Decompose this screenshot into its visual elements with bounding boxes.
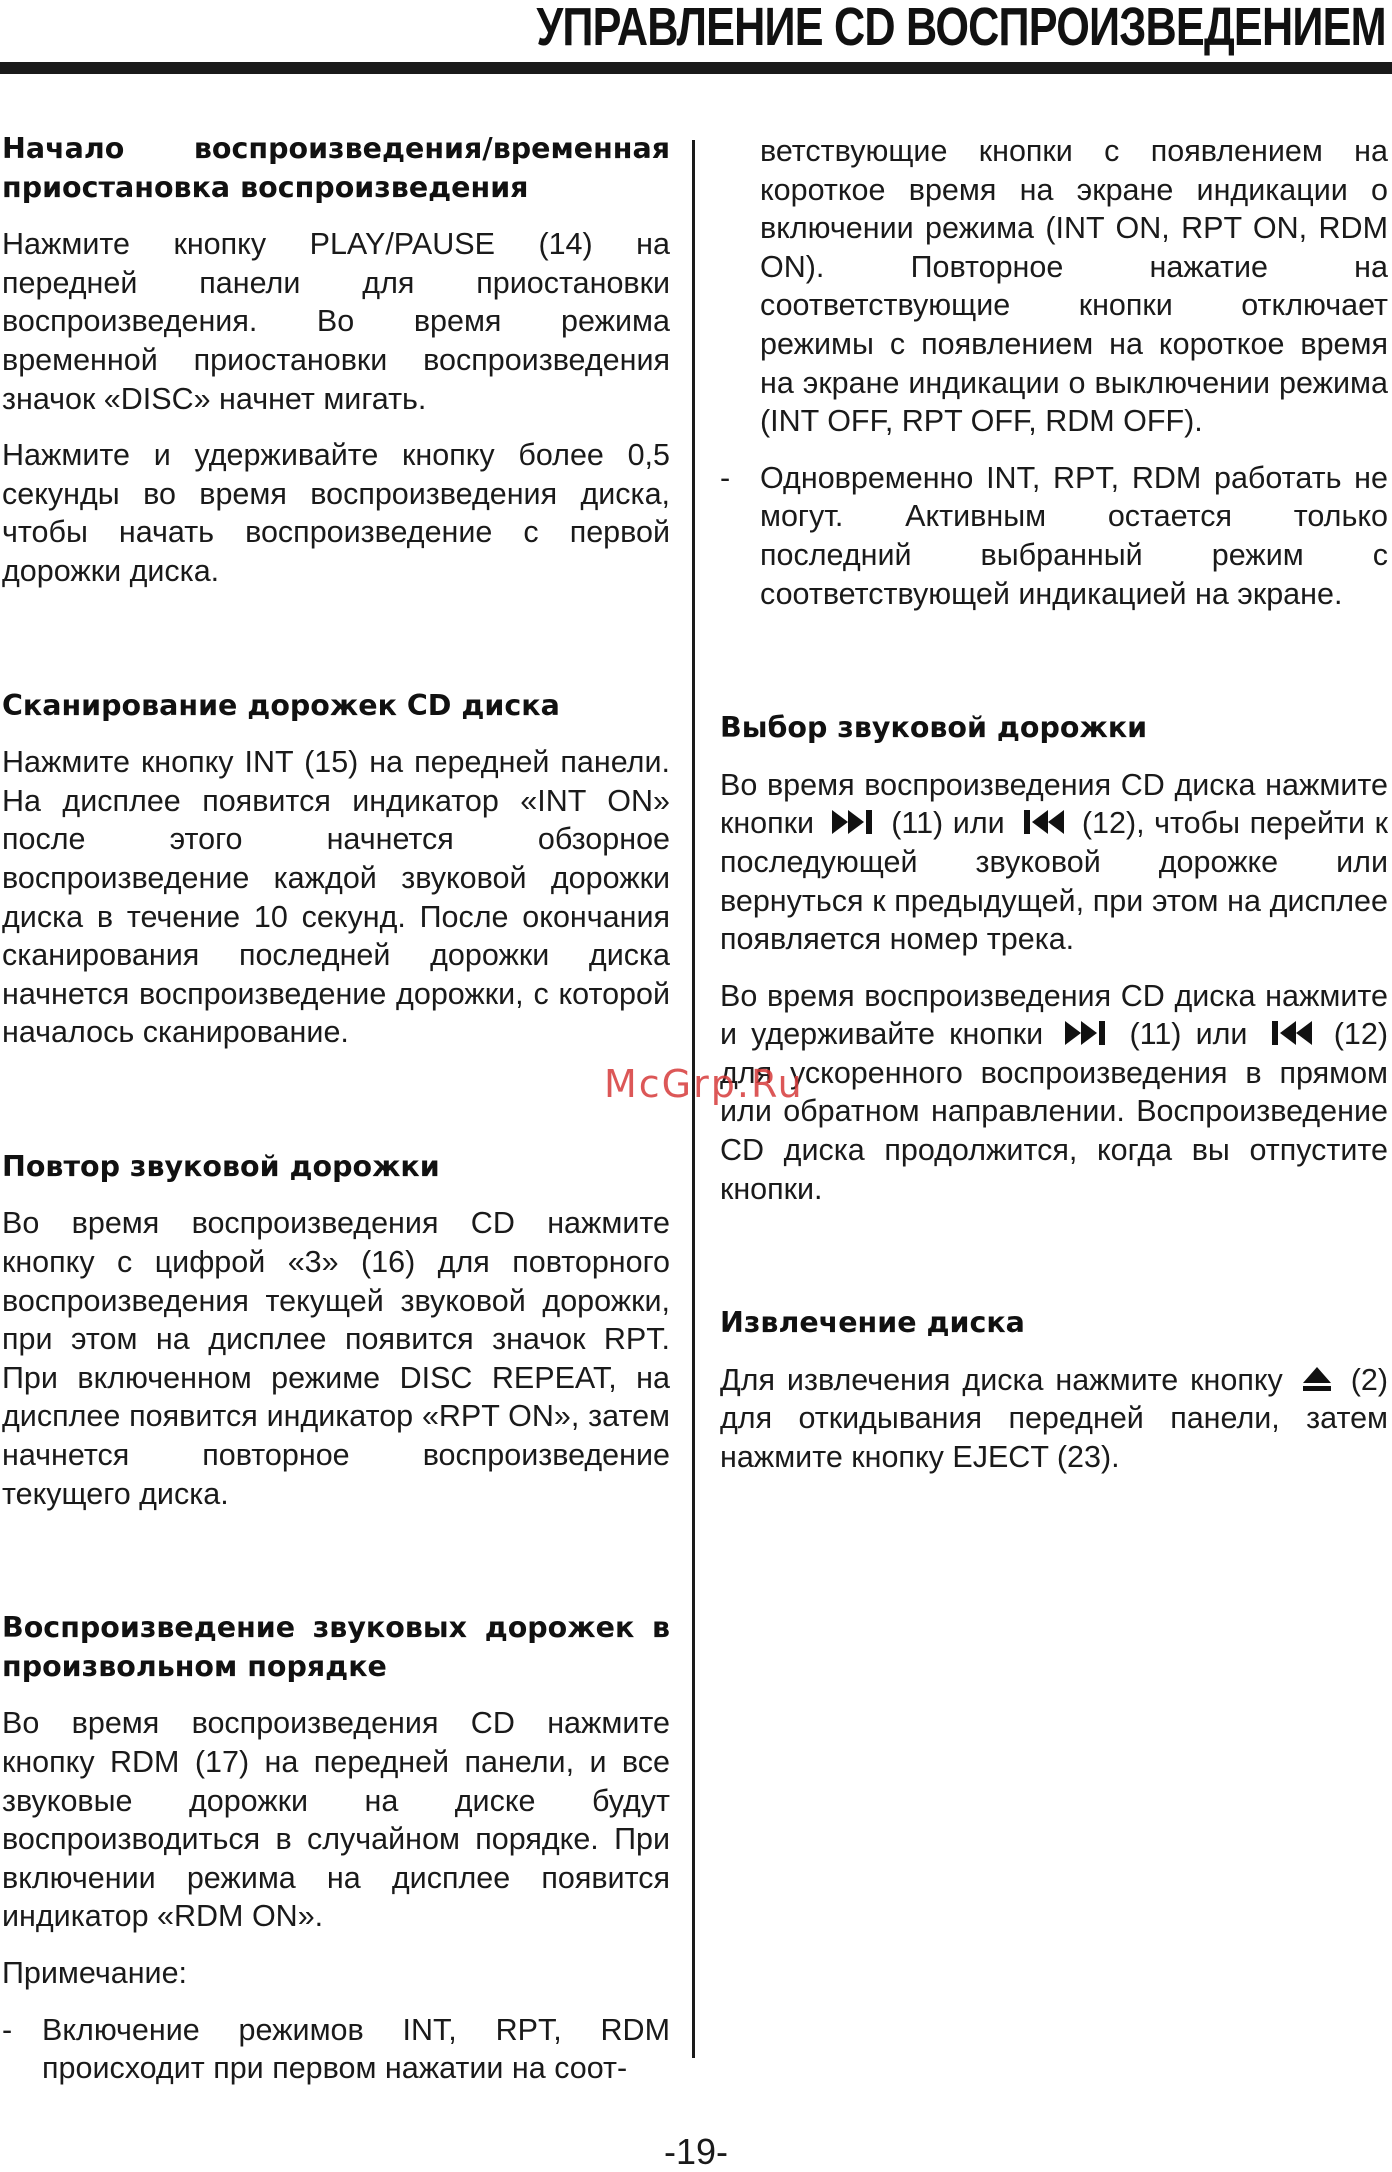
previous-track-icon <box>1020 808 1066 836</box>
next-track-icon <box>830 808 876 836</box>
note-item <box>720 459 1388 613</box>
section-random-playback <box>2 1609 670 2088</box>
section-heading: Выбор звуковой дорожки <box>720 711 1148 745</box>
note-dash: - <box>720 460 731 495</box>
section-eject-disc <box>720 1304 1388 1476</box>
section-heading: Сканирование дорожек CD диска <box>2 688 560 722</box>
next-track-icon <box>1063 1019 1109 1047</box>
paragraph: Нажмите кнопку INT (15) на передней панели. На дисплее появится индикатор «INT ON» после этого начнется обзорное воспроизведение каждой звуковой дорожки диска в течение 10 секунд. После окончания сканирования последней дорожки диска начнется воспроизведение дорожки, с которой началось сканирование. <box>2 745 670 1050</box>
paragraph <box>720 766 1388 959</box>
paragraph <box>720 1361 1388 1477</box>
section-repeat-track <box>2 1148 670 1513</box>
text-run: (2) для откидывания передней панели, затем нажмите кнопку EJECT (23). <box>720 1362 1388 1475</box>
eject-icon <box>1301 1365 1333 1393</box>
section-scan-tracks <box>2 687 670 1052</box>
section-heading: Повтор звуковой дорожки <box>2 1149 440 1183</box>
note-text: Одновременно INT, RPT, RDM работать не могут. Активным остается только последний выбранный режим с соответствующей индикацией на экране. <box>760 460 1388 611</box>
section-heading: Извлечение диска <box>720 1306 1025 1340</box>
text-run: Во время воспроизведения CD диска нажмите и удерживайте кнопки <box>720 978 1388 1052</box>
paragraph: Во время воспроизведения CD нажмите кнопку RDM (17) на передней панели, и все звуковые дорожки на диске будут воспроизводиться в случайном порядке. При включении режима на дисплее появится индикатор «RDM ON». <box>2 1706 670 1934</box>
page-title: УПРАВЛЕНИЕ CD ВОСПРОИЗВЕДЕНИЕМ <box>536 0 1386 57</box>
text-run: Для извлечения диска нажмите кнопку <box>720 1362 1283 1397</box>
section-playback-pause <box>2 130 670 591</box>
text-run: (11) или <box>891 806 1005 841</box>
section-track-select <box>720 709 1388 1208</box>
note-label: Примечание: <box>2 1955 188 1990</box>
note-dash: - <box>2 2012 13 2047</box>
previous-track-icon <box>1268 1019 1314 1047</box>
left-column <box>2 130 670 2106</box>
paragraph: Нажмите и удерживайте кнопку более 0,5 секунды во время воспроизведения диска, чтобы начать воспроизведение с первой дорожки диска. <box>2 438 670 588</box>
right-column <box>720 132 1388 1495</box>
section-heading: Начало воспроизведения/временная приостановка воспроизведения <box>2 132 670 204</box>
header-rule <box>0 62 1392 74</box>
paragraph <box>720 977 1388 1209</box>
text-run: Во время воспроизведения CD диска нажмите кнопки <box>720 767 1388 841</box>
watermark: McGrp.Ru <box>604 1062 804 1106</box>
note-text: Включение режимов INT, RPT, RDM происходит при первом нажатии на соот- <box>42 2012 670 2086</box>
page-header <box>0 0 1392 78</box>
text-run: (11) или <box>1129 1017 1248 1052</box>
note-continuation: ветствующие кнопки с появлением на короткое время на экране индикации о включении режима (INT ON, RPT ON, RDM ON). Повторное нажатие на соответствующие кнопки отключает режимы с появлением на короткое время на экране индикации о выключении режима (INT OFF, RPT OFF, RDM OFF). <box>760 134 1388 439</box>
text-run: (12) для ускоренного воспроизведения в прямом или обратном направлении. Воспроизведение CD диска продолжится, когда вы отпустите кнопки. <box>720 1017 1388 1206</box>
paragraph: Нажмите кнопку PLAY/PAUSE (14) на передней панели для приостановки воспроизведения. Во время режима временной приостановки воспроизведения значок «DISC» начнет мигать. <box>2 227 670 416</box>
page-number: -19- <box>663 2131 729 2172</box>
paragraph: Во время воспроизведения CD нажмите кнопку с цифрой «3» (16) для повторного воспроизведения текущей звуковой дорожки, при этом на дисплее появится значок RPT. При включенном режиме DISC REPEAT, на дисплее появится индикатор «RPT ON», затем начнется повторное воспроизведение текущего диска. <box>2 1206 670 1511</box>
section-heading: Воспроизведение звуковых дорожек в произвольном порядке <box>2 1611 670 1683</box>
note-item <box>2 2011 670 2088</box>
text-run: (12), чтобы перейти к последующей звуковой дорожке или вернуться к предыдущей, при этом на дисплее появляется номер трека. <box>720 806 1388 957</box>
